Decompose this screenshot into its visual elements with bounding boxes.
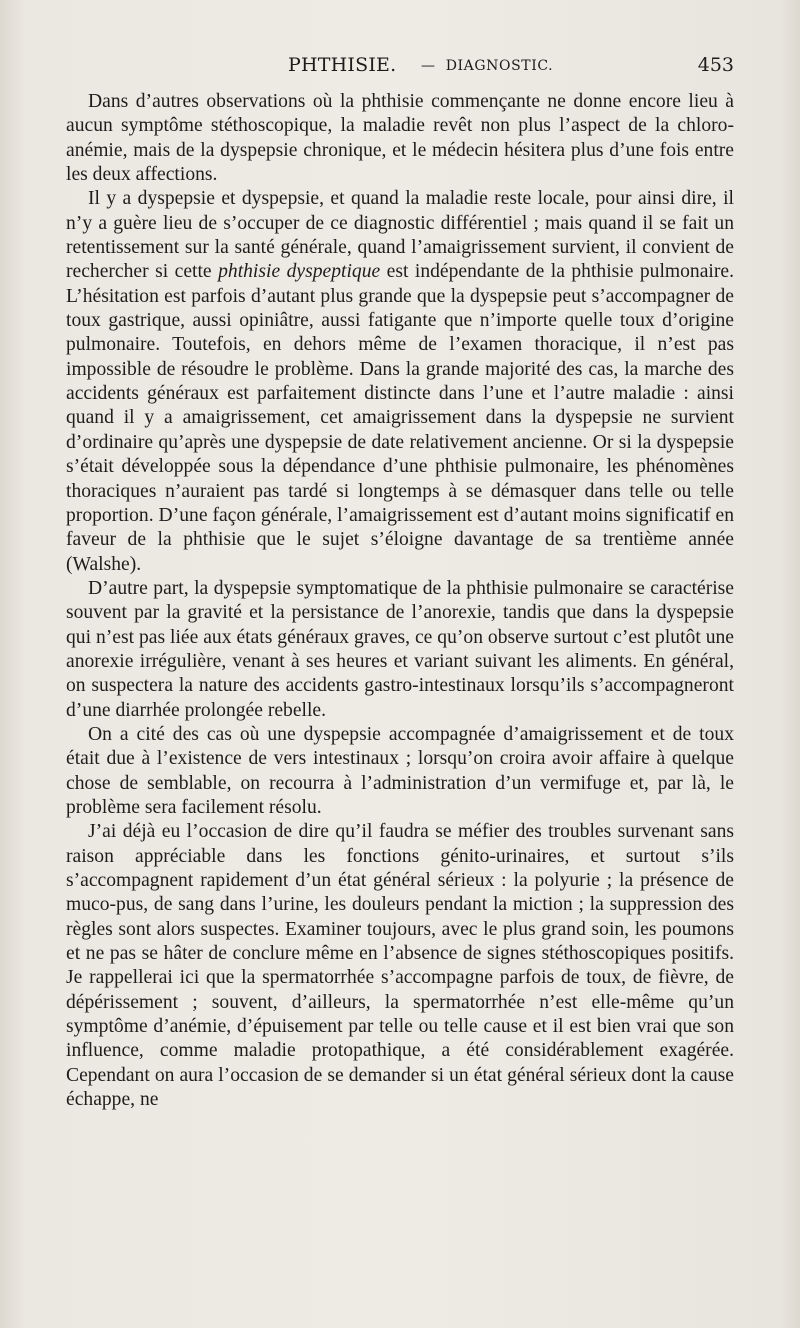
paragraph-text: est indépendante de la phthisie pulmonaire. L’hésitation est parfois d’autant plus grande que la dyspepsie peut s’accompagner de toux gastrique, aussi opiniâtre, aussi fatigante que n’importe quelle toux d’origine pulmonaire. Toutefois, en dehors même de l’examen thoracique, il n’est pas impossible de résoudre le problème. Dans la grande majorité des cas, la marche des accidents généraux est parfaitement distincte dans l’une et l’autre maladie : ainsi quand il y a amaigrissement, cet amaigrissement dans la dyspepsie ne survient d’ordinaire qu’après une dyspepsie de date relativement ancienne. Or si la dyspepsie s’était développée sous la dépendance d’une phthisie pulmonaire, les phénomènes thoraciques n’auraient pas tardé si longtemps à se démasquer dans telle ou telle proportion. D’une façon générale, l’amaigrissement est d’autant moins significatif en faveur de la phthisie que le sujet s’éloigne davantage de sa trentième année (Walshe). (66, 261, 734, 575)
paragraph-text: Il y a dyspepsie et dyspepsie, et quand la maladie reste locale, pour ainsi dire, il n’y a guère lieu de s’occuper de ce diagnostic différentiel ; mais quand il se fait un retentissement sur la santé générale, quand l’amaigrissement survient, il convient de rechercher si cette (66, 188, 734, 283)
paragraph: J’ai déjà eu l’occasion de dire qu’il faudra se méfier des troubles survenant sans raison appréciable dans les fonctions génito-urinaires, et surtout s’ils s’accompagnent rapidement d’un état général sérieux : la polyurie ; la présence de muco-pus, de sang dans l’urine, les douleurs pendant la miction ; la suppression des règles sont alors suspectes. Examiner toujours, avec le plus grand soin, les poumons et ne pas se hâter de conclure même en l’absence de signes stéthoscopiques positifs. Je rappellerai ici que la spermatorrhée s’accompagne parfois de toux, de fièvre, de dépérissement ; souvent, d’ailleurs, la spermatorrhée n’est elle-même qu’un symptôme d’anémie, d’épuisement par telle ou telle cause et il est bien vrai que son influence, comme maladie protopathique, a été considérablement exagérée. Cependant on aura l’occasion de se demander si un état général sérieux dont la cause échappe, ne (66, 821, 734, 1111)
running-head-subtitle (421, 58, 553, 74)
running-head-subtitle-text: DIAGNOSTIC. (445, 58, 554, 74)
paragraph: Dans d’autres observations où la phthisie commençante ne donne encore lieu à aucun symptôme stéthoscopique, la maladie revêt non plus l’aspect de la chloro-anémie, mais de la dyspepsie chronique, et le médecin hésitera plus d’une fois entre les deux affections. (66, 91, 734, 186)
paragraph: D’autre part, la dyspepsie symptomatique de la phthisie pulmonaire se caractérise souvent par la gravité et la persistance de l’anorexie, tandis que dans la dyspepsie qui n’est pas liée aux états généraux graves, ce qu’on observe surtout c’est plutôt une anorexie irrégulière, venant à ses heures et variant suivant les aliments. En général, on suspectera la nature des accidents gastro-intestinaux lorsqu’ils s’accompagneront d’une diarrhée prolongée rebelle. (66, 577, 734, 721)
page-number: 453 (697, 54, 734, 76)
running-head (66, 54, 734, 84)
paragraph (66, 187, 734, 577)
italic-term: phthisie dyspeptique (218, 261, 381, 283)
paragraph: On a cité des cas où une dyspepsie accompagnée d’amaigrissement et de toux était due à l’existence de vers intestinaux ; lorsqu’on croira avoir affaire à quelque chose de semblable, on recourra à l’administration d’un vermifuge et, par là, le problème sera facilement résolu. (66, 723, 734, 818)
running-head-separator: — (421, 58, 436, 74)
running-head-title: PHTHISIE. (288, 54, 397, 76)
body-text (66, 90, 734, 1112)
